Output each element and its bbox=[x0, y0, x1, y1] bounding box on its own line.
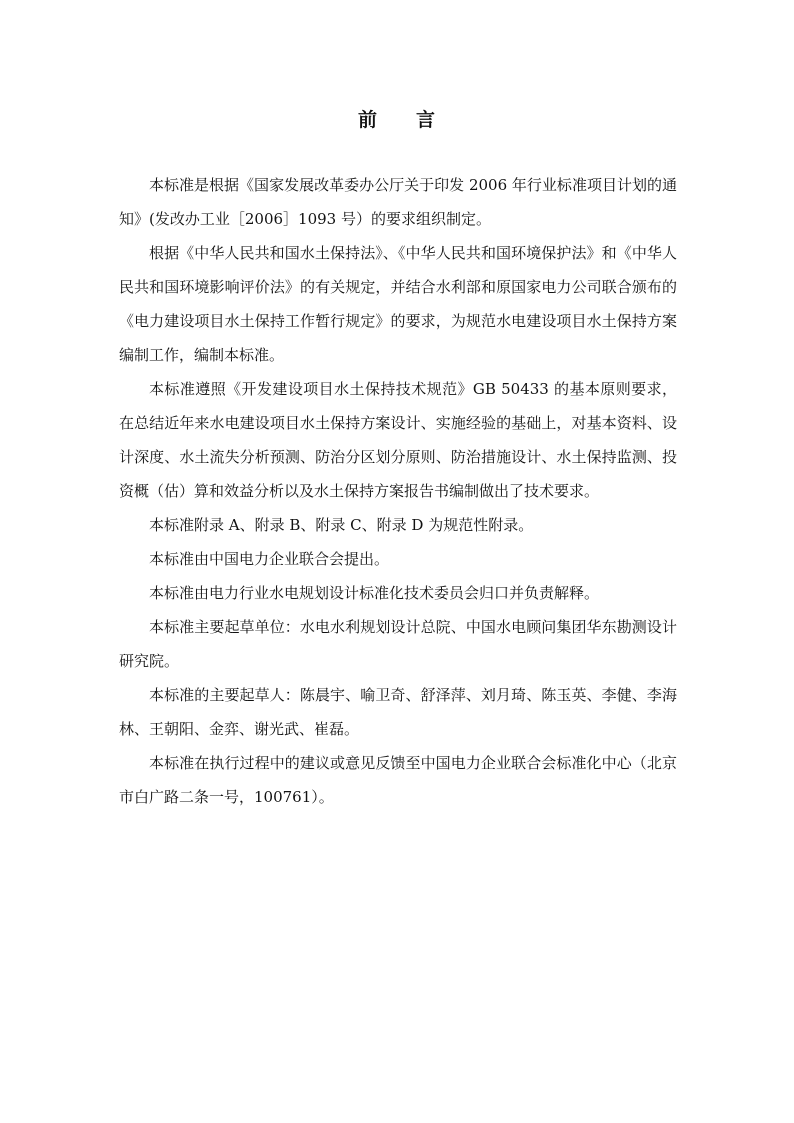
paragraph-drafting-units: 本标准主要起草单位：水电水利规划设计总院、中国水电顾问集团华东勘测设计研究院。 bbox=[119, 618, 677, 670]
paragraph-drafters: 本标准的主要起草人：陈晨宇、喻卫奇、舒泽萍、刘月琦、陈玉英、李健、李海林、王朝阳、金弈、谢光武、崔磊。 bbox=[119, 686, 677, 738]
paragraph-feedback: 本标准在执行过程中的建议或意见反馈至中国电力企业联合会标准化中心（北京市白广路二条一号，100761）。 bbox=[119, 754, 677, 806]
paragraph-legal-basis: 根据《中华人民共和国水土保持法》、《中华人民共和国环境保护法》和《中华人民共和国环境影响评价法》的有关规定，并结合水利部和原国家电力公司联合颁布的《电力建设项目水土保持工作暂行规定》的要求，为规范水电建设项目水土保持方案编制工作，编制本标准。 bbox=[119, 244, 677, 364]
document-body bbox=[119, 168, 677, 814]
paragraph-proposer: 本标准由中国电力企业联合会提出。 bbox=[149, 550, 390, 568]
title-char-1: 前 bbox=[357, 109, 378, 131]
paragraph-technical-requirements: 本标准遵照《开发建设项目水土保持技术规范》GB 50433 的基本原则要求，在总结近年来水电建设项目水土保持方案设计、实施经验的基础上，对基本资料、设计深度、水土流失分析预测、防治分区划分原则、防治措施设计、水土保持监测、投资概（估）算和效益分析以及水土保持方案报告书编制做出了技术要求。 bbox=[119, 380, 677, 500]
title-char-2: 言 bbox=[416, 109, 437, 131]
paragraph-basis: 本标准是根据《国家发展改革委办公厅关于印发 2006 年行业标准项目计划的通知》(发改办工业［2006］1093 号）的要求组织制定。 bbox=[119, 176, 677, 228]
paragraph-interpretation: 本标准由电力行业水电规划设计标准化技术委员会归口并负责解释。 bbox=[149, 584, 600, 602]
paragraph-appendices: 本标准附录 A、附录 B、附录 C、附录 D 为规范性附录。 bbox=[149, 516, 534, 534]
page-title bbox=[0, 106, 794, 134]
